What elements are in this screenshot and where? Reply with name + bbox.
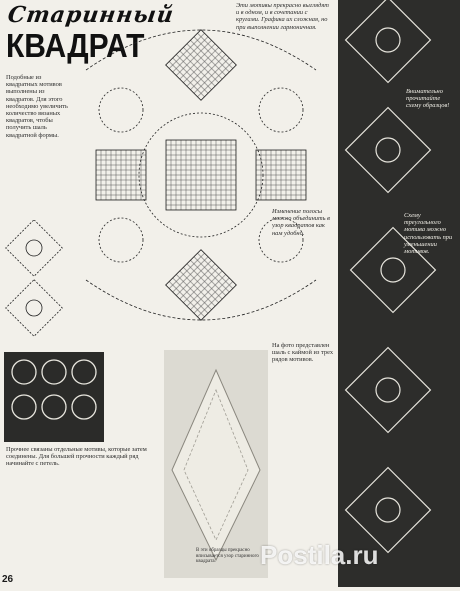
left-bottom-text: Прочнее связаны отдельные мотивы, которые затем соединены. Для большей прочности каждый ряд начинайте с петель. [6, 446, 147, 468]
title-line-2: КВАДРАТ [6, 28, 145, 65]
photo-text: На фото представлен шаль с каймой из трех рядов мотивов. [272, 342, 334, 364]
right-panel-text-1: Внимательно прочитайте схему образцов! [406, 88, 450, 110]
title-line-1: Старинный [6, 2, 176, 28]
intro-text: Подобные из квадратных мотивов выполнены из квадратов. Для этого необходимо увеличить количество вязаных квадратов, чтобы получить шаль квадратной формы. [6, 74, 68, 139]
photo-caption: В эти образцы прекрасно вписывается узор старинного квадрата. [196, 548, 259, 565]
crochet-diagram [76, 10, 330, 340]
side-diagram [4, 220, 78, 340]
dark-lace-panel [338, 0, 460, 587]
lace-strip-photo [4, 352, 104, 442]
shawl-photo [164, 350, 268, 578]
page-number: 26 [2, 574, 14, 585]
watermark: Postila.ru [260, 540, 379, 570]
middle-text: Изменение полосы можно объединить в узор квадратов как нам удобно. [272, 208, 330, 237]
right-panel-text-2: Схему треугольного мотива можно использовать при уменьшении мотивов. [404, 212, 453, 256]
top-right-text: Эти мотивы прекрасно выглядят и в одном, и в сочетании с кругами. Графика их сложная, но при выполнении гармоничная. [236, 2, 329, 31]
